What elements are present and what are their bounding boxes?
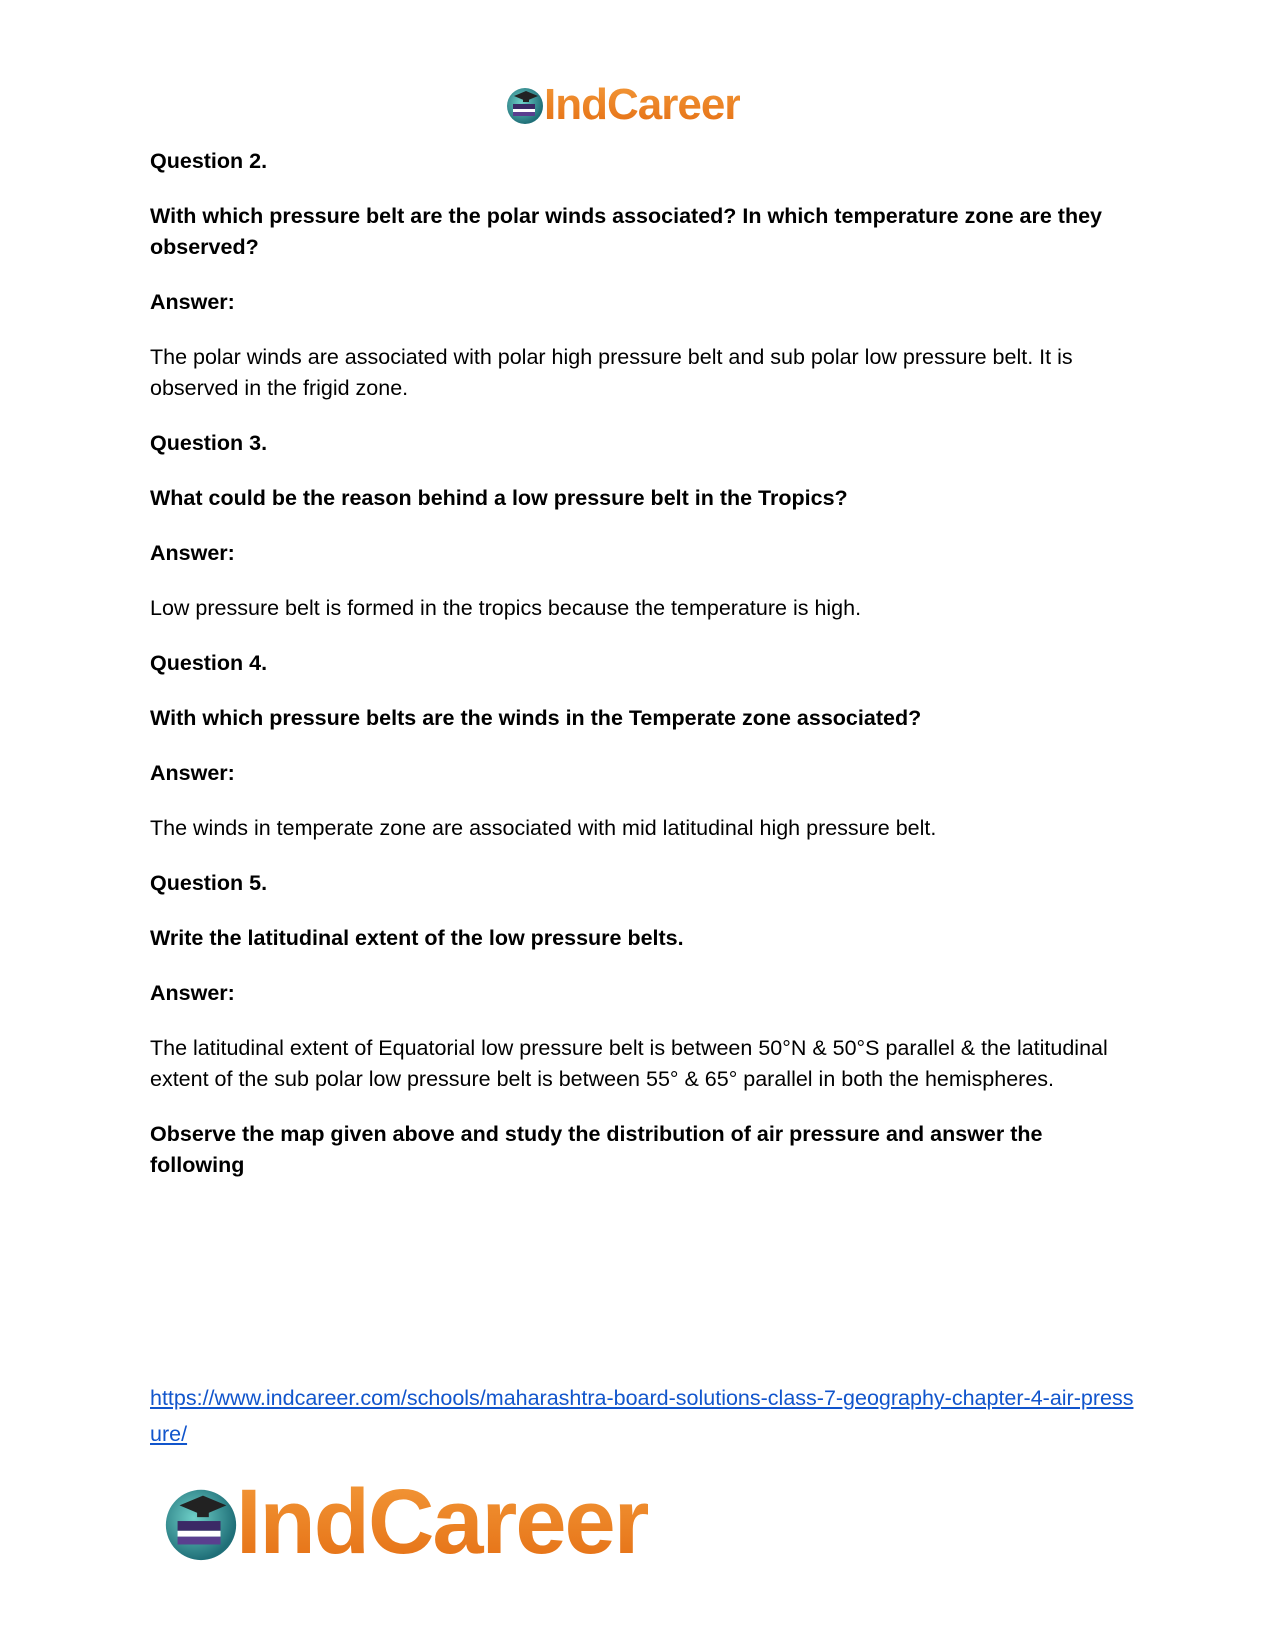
question-5-label: Question 5. bbox=[150, 871, 268, 895]
globe-book-icon bbox=[504, 84, 546, 126]
brand-name: IndCareer bbox=[236, 1471, 648, 1573]
answer-2-label: Answer: bbox=[150, 290, 235, 314]
footer-logo bbox=[160, 1470, 648, 1575]
question-4-text: With which pressure belts are the winds in the Temperate zone associated? bbox=[150, 706, 922, 730]
brand-name: IndCareer bbox=[544, 80, 741, 129]
answer-4-label: Answer: bbox=[150, 761, 235, 785]
question-3-text: What could be the reason behind a low pressure belt in the Tropics? bbox=[150, 486, 848, 510]
answer-4-text: The winds in temperate zone are associated with mid latitudinal high pressure belt. bbox=[150, 816, 937, 840]
main-content bbox=[150, 146, 1125, 1181]
answer-3-text: Low pressure belt is formed in the tropics because the temperature is high. bbox=[150, 596, 862, 620]
answer-2-text: The polar winds are associated with polar high pressure belt and sub polar low pressure belt. It is observed in the frigid zone. bbox=[150, 345, 1073, 400]
question-2-label: Question 2. bbox=[150, 149, 268, 173]
globe-book-icon bbox=[160, 1482, 242, 1564]
question-5-text: Write the latitudinal extent of the low pressure belts. bbox=[150, 926, 684, 950]
question-3-label: Question 3. bbox=[150, 431, 268, 455]
answer-5-text: The latitudinal extent of Equatorial low pressure belt is between 50°N & 50°S parallel & the latitudinal extent of the sub polar low pressure belt is between 55° & 65° parallel in both the hemispheres. bbox=[150, 1036, 1108, 1091]
source-link[interactable]: https://www.indcareer.com/schools/maharashtra-board-solutions-class-7-geography-chapter-4-air-pressure/ bbox=[150, 1386, 1134, 1446]
map-instruction: Observe the map given above and study the distribution of air pressure and answer the following bbox=[150, 1122, 1043, 1177]
question-2-text: With which pressure belt are the polar winds associated? In which temperature zone are they observed? bbox=[150, 204, 1103, 259]
answer-3-label: Answer: bbox=[150, 541, 235, 565]
header-logo bbox=[504, 80, 740, 130]
question-4-label: Question 4. bbox=[150, 651, 268, 675]
answer-5-label: Answer: bbox=[150, 981, 235, 1005]
